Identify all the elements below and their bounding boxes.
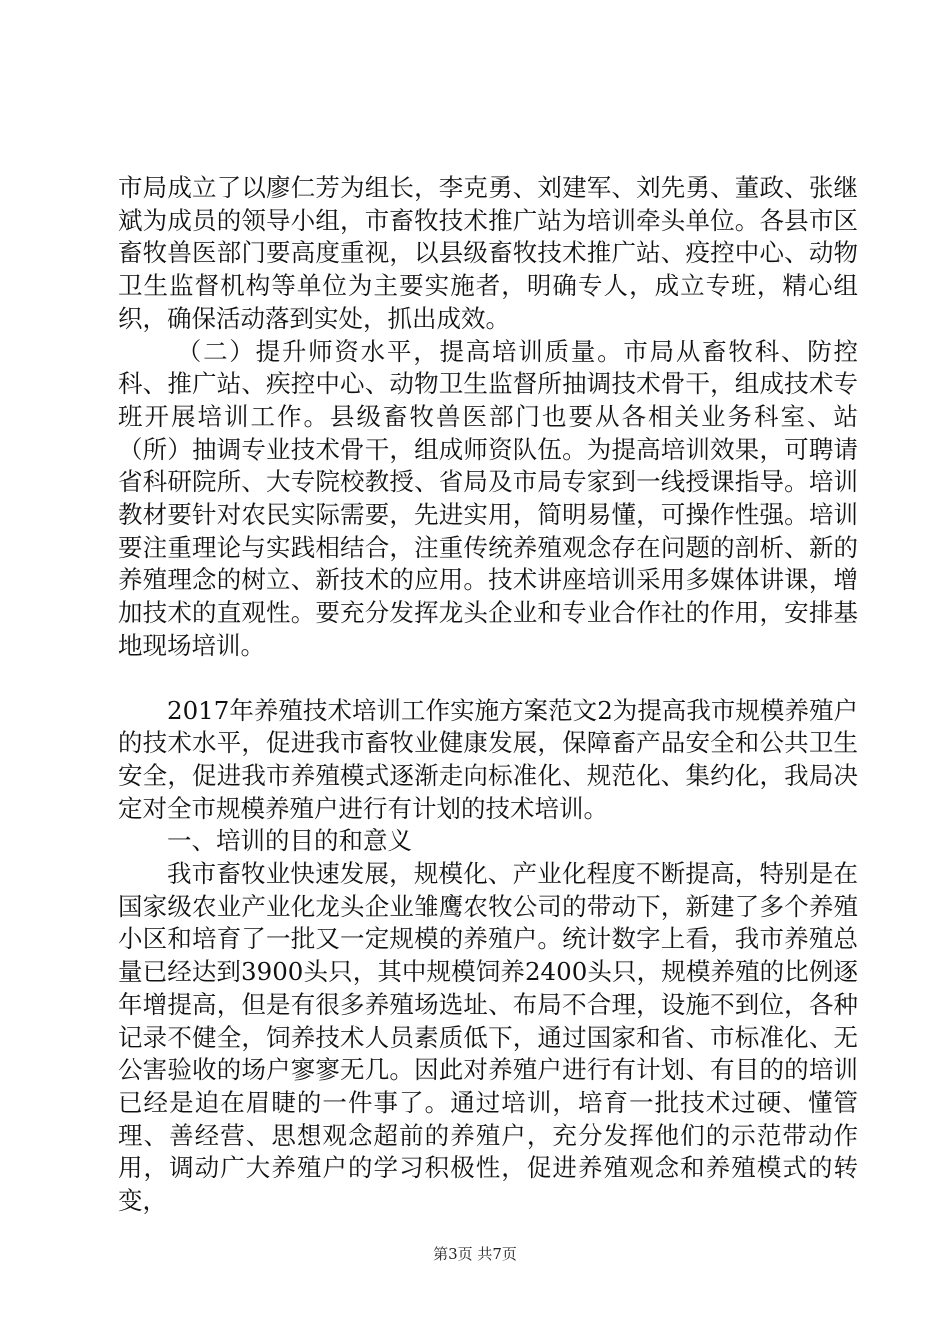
paragraph-leadership-group: 市局成立了以廖仁芳为组长，李克勇、刘建军、刘先勇、董政、张继斌为成员的领导小组，市畜牧技术推广站为培训牵头单位。各县市区畜牧兽医部门要高度重视，以县级畜牧技术推广站、疫控中心、动物卫生监督机构等单位为主要实施者，明确专人，成立专班，精心组织，确保活动落到实处，抓出成效。 [118,173,858,333]
document-body [118,172,858,1218]
paragraph-spacer [118,663,858,695]
section-heading-purpose: 一、培训的目的和意义 [167,826,412,856]
paragraph-purpose-body: 我市畜牧业快速发展，规模化、产业化程度不断提高，特别是在国家级农业产业化龙头企业雏鹰农牧公司的带动下，新建了多个养殖小区和培育了一批又一定规模的养殖户。统计数字上看，我市养殖总量已经达到3900头只，其中规模饲养2400头只，规模养殖的比例逐年增提高，但是有很多养殖场选址、布局不合理，设施不到位，各种记录不健全，饲养技术人员素质低下，通过国家和省、市标准化、无公害验收的场户寥寥无几。因此对养殖户进行有计划、有目的的培训已经是迫在眉睫的一件事了。通过培训，培育一批技术过硬、懂管理、善经营、思想观念超前的养殖户，充分发挥他们的示范带动作用，调动广大养殖户的学习积极性，促进养殖观念和养殖模式的转变， [118,859,858,1216]
paragraph-plan-intro: 2017年养殖技术培训工作实施方案范文2为提高我市规模养殖户的技术水平，促进我市畜牧业健康发展，保障畜产品安全和公共卫生安全，促进我市养殖模式逐渐走向标准化、规范化、集约化，我局决定对全市规模养殖户进行有计划的技术培训。 [118,695,858,823]
paragraph-teacher-quality: （二）提升师资水平，提高培训质量。市局从畜牧科、防控科、推广站、疾控中心、动物卫生监督所抽调技术骨干，组成技术专班开展培训工作。县级畜牧兽医部门也要从各相关业务科室、站（所）抽调专业技术骨干，组成师资队伍。为提高培训效果，可聘请省科研院所、大专院校教授、省局及市局专家到一线授课指导。培训教材要针对农民实际需要，先进实用，简明易懂，可操作性强。培训要注重理论与实践相结合，注重传统养殖观念存在问题的剖析、新的养殖理念的树立、新技术的应用。技术讲座培训采用多媒体讲课，增加技术的直观性。要充分发挥龙头企业和专业合作社的作用，安排基地现场培训。 [118,336,858,660]
page-number-footer: 第3页 共7页 [433,1245,517,1263]
